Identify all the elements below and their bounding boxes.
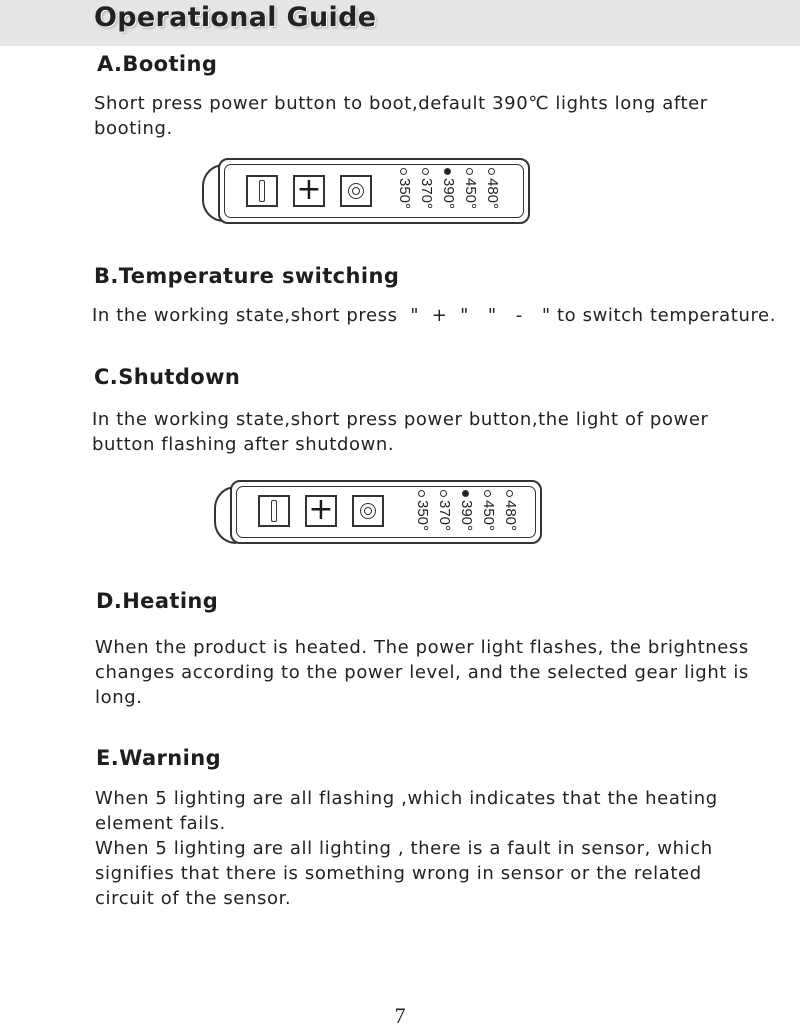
section-e-line-1: When 5 lighting are all flashing ,which indicates that the heating: [95, 788, 718, 809]
temp-indicator-350: [414, 490, 430, 546]
temp-label: 350°: [396, 178, 413, 210]
temp-label: 370°: [436, 500, 453, 532]
section-b-line-1: In the working state,short press " + " " - " to switch temperature.: [92, 305, 777, 326]
temp-indicator-370: [436, 490, 452, 546]
section-c-line-1: In the working state,short press power button,the light of power: [92, 409, 709, 430]
page-number: 7: [394, 1003, 406, 1028]
indicator-dot-active: [444, 168, 451, 175]
minus-button-icon: [352, 495, 384, 527]
section-a-line-1: Short press power button to boot,default 390℃ lights long after: [94, 93, 708, 114]
temp-label: 350°: [414, 500, 431, 532]
section-c-line-2: button flashing after shutdown.: [92, 434, 395, 455]
temp-indicator-450: [480, 490, 496, 546]
temp-label: 370°: [418, 178, 435, 210]
indicator-dot: [440, 490, 447, 497]
power-button-icon: [246, 175, 278, 207]
plus-button-icon: +: [305, 495, 337, 527]
page-title: Operational Guide: [94, 2, 377, 33]
plus-button-icon: +: [293, 175, 325, 207]
temp-indicator-480: [502, 490, 518, 546]
temp-label: 450°: [480, 500, 497, 532]
power-button-icon: [258, 495, 290, 527]
section-b-heading: B.Temperature switching: [94, 264, 400, 288]
indicator-dot: [400, 168, 407, 175]
section-d-line-3: long.: [95, 687, 143, 708]
indicator-dot: [488, 168, 495, 175]
section-a-heading: A.Booting: [97, 52, 218, 76]
section-e-line-2: element fails.: [95, 813, 226, 834]
indicator-dot: [506, 490, 513, 497]
minus-button-icon: [340, 175, 372, 207]
temp-indicator-370: [418, 168, 434, 224]
indicator-dot: [484, 490, 491, 497]
temp-label: 390°: [458, 500, 475, 532]
section-d-heading: D.Heating: [96, 589, 219, 613]
temp-indicator-450: [462, 168, 478, 224]
temp-indicator-480: [484, 168, 500, 224]
indicator-dot: [422, 168, 429, 175]
section-e-heading: E.Warning: [96, 746, 221, 770]
temp-indicator-390: [458, 490, 474, 546]
section-d-line-2: changes according to the power level, and the selected gear light is: [95, 662, 749, 683]
section-e-line-3: When 5 lighting are all lighting , there is a fault in sensor, which: [95, 838, 713, 859]
temp-label: 390°: [440, 178, 457, 210]
indicator-dot-active: [462, 490, 469, 497]
temp-label: 480°: [484, 178, 501, 210]
section-a-line-2: booting.: [94, 118, 173, 139]
temp-indicator-350: [396, 168, 412, 224]
section-d-line-1: When the product is heated. The power light flashes, the brightness: [95, 637, 749, 658]
temp-indicator-390: [440, 168, 456, 224]
section-c-heading: C.Shutdown: [94, 365, 241, 389]
indicator-dot: [418, 490, 425, 497]
temp-label: 450°: [462, 178, 479, 210]
section-e-line-5: circuit of the sensor.: [95, 888, 292, 909]
section-e-line-4: signifies that there is something wrong in sensor or the related: [95, 863, 702, 884]
indicator-dot: [466, 168, 473, 175]
temp-label: 480°: [502, 500, 519, 532]
